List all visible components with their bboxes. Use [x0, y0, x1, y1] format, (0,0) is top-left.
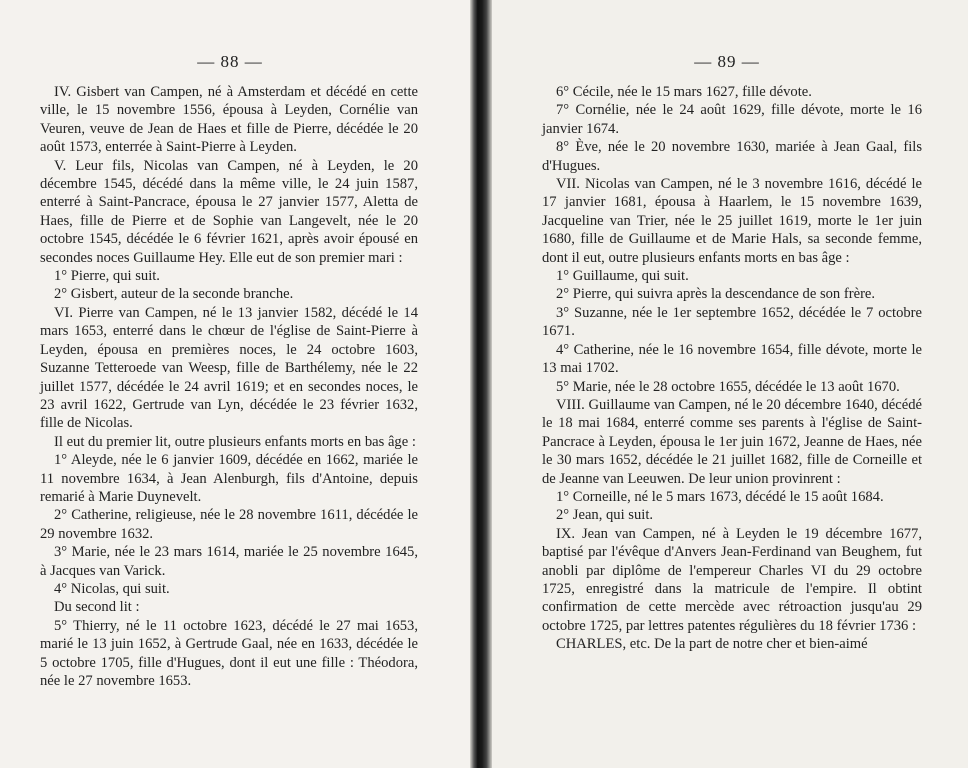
paragraph: Il eut du premier lit, outre plusieurs enfants morts en bas âge :: [54, 433, 416, 450]
paragraph: 2° Gisbert, auteur de la seconde branche.: [54, 286, 294, 303]
paragraph: 8° Ève, née le 20 novembre 1630, mariée à Jean Gaal, fils d'Hugues.: [542, 139, 922, 174]
paragraph: VII. Nicolas van Campen, né le 3 novembre 1616, décédé le 17 janvier 1681, épousa à Haarlem, le 15 novembre 1639, Jacqueline van Trier, née le 25 juillet 1619, morte le 1er juin 1680, fille de Guillaume et de Marie Hals, sa seconde femme, dont il eut, outre plusieurs enfants morts en bas âge :: [542, 176, 922, 266]
paragraph: 2° Jean, qui suit.: [556, 507, 654, 524]
paragraph: 5° Thierry, né le 11 octobre 1623, décédé le 27 mai 1653, marié le 13 juin 1652, à Gertrude Gaal, née en 1633, décédée le 5 octobre 1705, fille d'Hugues, dont il eut une fille : Théodora, née le 27 novembre 1653.: [40, 617, 418, 689]
paragraph: 1° Pierre, qui suit.: [54, 268, 160, 285]
paragraph: 3° Marie, née le 23 mars 1614, mariée le 25 novembre 1645, à Jacques van Varick.: [40, 544, 418, 579]
paragraph: 6° Cécile, née le 15 mars 1627, fille dévote.: [556, 84, 812, 100]
paragraph: Du second lit :: [54, 599, 140, 616]
paragraph: IV. Gisbert van Campen, né à Amsterdam et décédé en cette ville, le 15 novembre 1556, épousa à Leyden, Cornélie van Veuren, veuve de Jean de Haes et fille de Pierre, décédée le 20 août 1573, enterrée à Saint-Pierre à Leyden.: [40, 84, 418, 156]
paragraph: 1° Corneille, né le 5 mars 1673, décédé le 15 août 1684.: [556, 488, 884, 505]
paragraph: 2° Catherine, religieuse, née le 28 novembre 1611, décédée le 29 novembre 1632.: [40, 507, 418, 542]
paragraph: VIII. Guillaume van Campen, né le 20 décembre 1640, décédé le 18 mai 1684, enterré comme ses parents à l'église de Saint-Pancrace à Leyden, épousa le 1er juin 1672, Jeanne de Haes, née le 30 mars 1652, décédée le 21 juillet 1682, fille de Corneille et de Jeanne van Leeuwen. De leur union provinrent :: [542, 396, 922, 487]
paragraph: 4° Nicolas, qui suit.: [54, 580, 170, 597]
left-page-text: [40, 83, 418, 690]
paragraph: V. Leur fils, Nicolas van Campen, né à Leyden, le 20 décembre 1545, décédé dans la même ville, le 24 juin 1587, enterré à Saint-Pancrace, épousa le 27 janvier 1577, Aletta de Haes, fille de Pierre et de Sophie van Langevelt, née le 20 octobre 1545, décédée le 6 février 1621, après avoir épousé en secondes noces Guillaume Hey. Elle eut de son premier mari :: [40, 157, 418, 266]
paragraph: 2° Pierre, qui suivra après la descendance de son frère.: [556, 286, 876, 303]
paragraph: 7° Cornélie, née le 24 août 1629, fille dévote, morte le 16 janvier 1674.: [542, 102, 922, 137]
right-page: [492, 0, 968, 768]
left-page-number: — 88 —: [197, 52, 263, 71]
paragraph: 4° Catherine, née le 16 novembre 1654, fille dévote, morte le 13 mai 1702.: [542, 341, 922, 377]
book-gutter: [470, 0, 492, 768]
paragraph: 1° Guillaume, qui suit.: [556, 268, 689, 285]
paragraph: IX. Jean van Campen, né à Leyden le 19 décembre 1677, baptisé par l'évêque d'Anvers Jean-Ferdinand van Beughem, fut anobli par diplôme de l'empereur Charles VI du 29 octobre 1725, enregistré dans la matricule de l'empire. Il obtint confirmation de cette mercède avec rétroaction jusqu'au 29 octobre 1725, par lettres patentes régulières du 18 février 1736 :: [542, 525, 922, 634]
paragraph: 1° Aleyde, née le 6 janvier 1609, décédée en 1662, mariée le 11 novembre 1634, à Jean Alenburgh, fils d'Antoine, depuis remarié à Marie Duynevelt.: [40, 452, 418, 505]
paragraph: VI. Pierre van Campen, né le 13 janvier 1582, décédé le 14 mars 1653, enterré dans le chœur de l'église de Saint-Pierre à Leyden, épousa en premières noces, le 24 octobre 1603, Suzanne Tetteroede van Weesp, fille de Barthélemy, née le 22 juillet 1577, décédée le 24 avril 1619; et en secondes noces, le 23 avril 1622, Gertrude van Lyn, décédée le 23 février 1632, fille de Nicolas.: [40, 304, 418, 432]
paragraph: CHARLES, etc. De la part de notre cher et bien-aimé: [556, 636, 868, 653]
right-page-number: — 89 —: [694, 52, 760, 71]
paragraph: 3° Suzanne, née le 1er septembre 1652, décédée le 7 octobre 1671.: [542, 304, 922, 340]
paragraph: 5° Marie, née le 28 octobre 1655, décédée le 13 août 1670.: [556, 378, 900, 395]
left-page: [0, 0, 470, 768]
right-page-text: [542, 83, 922, 654]
